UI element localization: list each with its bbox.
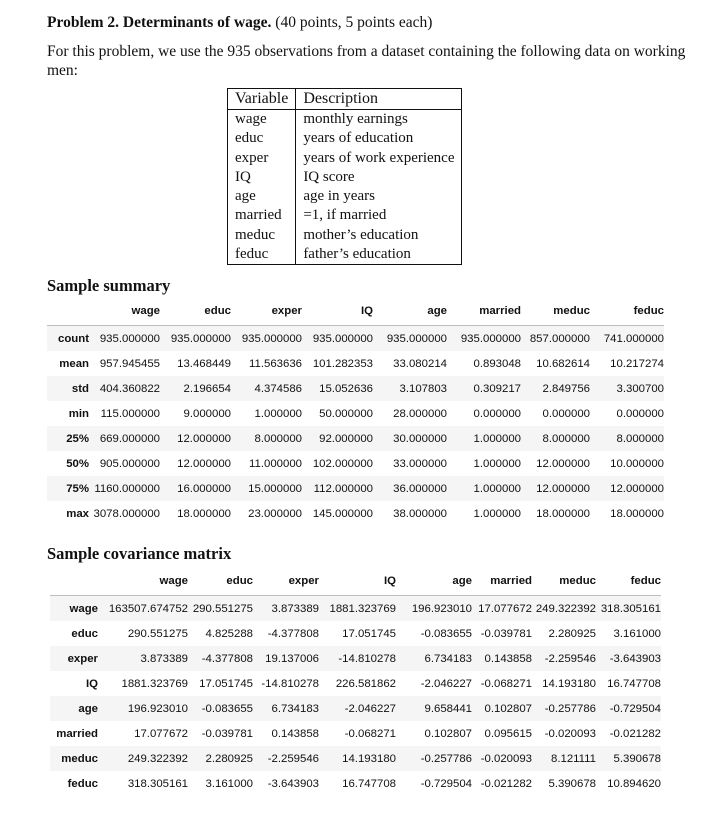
row-label: married — [56, 727, 98, 740]
table-cell: -0.068271 — [344, 727, 396, 740]
row-label: meduc — [61, 752, 98, 765]
table-row — [47, 476, 664, 501]
variable-name: married — [228, 206, 296, 225]
row-label: feduc — [67, 777, 98, 790]
row-label: exper — [67, 652, 98, 665]
problem-heading — [47, 14, 432, 32]
covariance-header-row — [50, 567, 661, 596]
table-cell: 1881.323769 — [329, 602, 396, 615]
variable-name: feduc — [228, 245, 296, 265]
table-cell: 8.121111 — [551, 752, 596, 765]
problem-title: Problem 2. Determinants of wage. — [47, 14, 272, 31]
table-cell: -0.068271 — [480, 677, 532, 690]
column-header: educ — [160, 297, 231, 326]
variable-row — [228, 245, 462, 265]
table-row — [47, 426, 664, 451]
variable-description: years of education — [303, 130, 414, 147]
table-cell: 19.137006 — [265, 652, 319, 665]
variable-description: =1, if married — [303, 207, 387, 224]
table-cell: 11.000000 — [249, 457, 302, 470]
table-cell: 290.551275 — [192, 602, 253, 615]
variable-name: educ — [228, 129, 296, 148]
table-cell: 38.000000 — [393, 507, 447, 520]
table-cell: 6.734183 — [271, 702, 319, 715]
table-cell: 9.000000 — [183, 407, 231, 420]
table-cell: 15.052636 — [319, 382, 373, 395]
table-cell: 10.217274 — [610, 357, 664, 370]
variable-description: age in years — [303, 188, 375, 205]
row-label: wage — [69, 602, 98, 615]
table-cell: 2.280925 — [205, 752, 253, 765]
table-cell: 3.107803 — [399, 382, 447, 395]
table-row — [50, 646, 661, 671]
table-cell: -0.039781 — [480, 627, 532, 640]
table-cell: 14.193180 — [342, 752, 396, 765]
table-cell: -0.039781 — [201, 727, 253, 740]
table-cell: 4.374586 — [254, 382, 302, 395]
table-cell: 30.000000 — [393, 432, 447, 445]
table-cell: 10.894620 — [607, 777, 661, 790]
variable-description: father’s education — [303, 246, 411, 263]
variable-row — [228, 110, 462, 130]
table-cell: 2.849756 — [542, 382, 590, 395]
table-cell: 8.000000 — [542, 432, 590, 445]
table-cell: 196.923010 — [411, 602, 472, 615]
table-cell: 249.322392 — [535, 602, 596, 615]
variable-row — [228, 206, 462, 225]
table-cell: 112.000000 — [313, 482, 373, 495]
table-cell: 10.000000 — [610, 457, 664, 470]
table-cell: 3.161000 — [205, 777, 253, 790]
table-cell: 50.000000 — [319, 407, 373, 420]
problem-points: (40 points, 5 points each) — [275, 14, 433, 31]
table-cell: 249.322392 — [127, 752, 188, 765]
row-label: max — [66, 507, 89, 520]
table-cell: 669.000000 — [99, 432, 160, 445]
table-cell: 12.000000 — [536, 482, 590, 495]
table-row — [47, 501, 664, 526]
variable-description: monthly earnings — [303, 111, 408, 127]
table-cell: 101.282353 — [312, 357, 373, 370]
index-header — [50, 567, 98, 596]
table-cell: 3.161000 — [613, 627, 661, 640]
table-cell: 15.000000 — [248, 482, 302, 495]
table-cell: 92.000000 — [319, 432, 373, 445]
row-label: 75% — [66, 482, 89, 495]
variable-row — [228, 226, 462, 245]
table-cell: -0.021282 — [480, 777, 532, 790]
table-cell: -0.083655 — [420, 627, 472, 640]
variable-name: exper — [228, 149, 296, 168]
table-cell: 4.825288 — [205, 627, 253, 640]
table-row — [47, 451, 664, 476]
row-label: count — [57, 332, 89, 345]
column-header: age — [396, 567, 472, 596]
table-cell: 115.000000 — [100, 407, 160, 420]
column-header: meduc — [521, 297, 590, 326]
table-cell: -3.643903 — [267, 777, 319, 790]
table-cell: 36.000000 — [393, 482, 447, 495]
table-cell: 11.563636 — [249, 357, 302, 370]
table-cell: 18.000000 — [536, 507, 590, 520]
table-cell: -2.259546 — [267, 752, 319, 765]
table-cell: 1160.000000 — [94, 482, 160, 495]
table-cell: 1.000000 — [254, 407, 302, 420]
table-cell: 0.000000 — [542, 407, 590, 420]
table-cell: -0.729504 — [420, 777, 472, 790]
row-label: educ — [71, 627, 98, 640]
column-header: age — [373, 297, 447, 326]
variable-table-header-row — [228, 89, 462, 110]
table-cell: 957.945455 — [99, 357, 160, 370]
intro-paragraph: For this problem, we use the 935 observations from a dataset containing the following data on working men: — [47, 43, 686, 79]
table-cell: 935.000000 — [99, 332, 160, 345]
table-cell: 3.873389 — [271, 602, 319, 615]
table-cell: 3078.000000 — [93, 507, 160, 520]
variable-name: wage — [228, 110, 296, 130]
table-cell: 163507.674752 — [108, 602, 188, 615]
table-cell: 226.581862 — [335, 677, 396, 690]
table-cell: 404.360822 — [99, 382, 160, 395]
table-cell: 18.000000 — [610, 507, 664, 520]
column-header: meduc — [532, 567, 596, 596]
table-cell: 12.000000 — [177, 432, 231, 445]
column-header: feduc — [596, 567, 661, 596]
variable-row — [228, 168, 462, 187]
table-cell: 1881.323769 — [121, 677, 188, 690]
index-header — [47, 297, 89, 326]
variable-name: meduc — [228, 226, 296, 245]
table-cell: 12.000000 — [177, 457, 231, 470]
column-header: wage — [89, 297, 160, 326]
table-cell: -0.083655 — [201, 702, 253, 715]
table-cell: 0.143858 — [484, 652, 532, 665]
table-cell: -3.643903 — [609, 652, 661, 665]
table-cell: 935.000000 — [170, 332, 231, 345]
table-cell: 0.309217 — [473, 382, 521, 395]
table-cell: 0.143858 — [271, 727, 319, 740]
variable-description: years of work experience — [303, 149, 455, 166]
table-cell: 0.102807 — [484, 702, 532, 715]
row-label: min — [68, 407, 89, 420]
table-row — [47, 401, 664, 426]
row-label: age — [78, 702, 98, 715]
table-cell: -0.020093 — [544, 727, 596, 740]
table-row — [50, 596, 661, 622]
table-cell: 10.682614 — [536, 357, 590, 370]
table-row — [50, 721, 661, 746]
table-cell: 0.102807 — [424, 727, 472, 740]
table-cell: 16.000000 — [177, 482, 231, 495]
table-cell: 145.000000 — [312, 507, 373, 520]
table-row — [50, 671, 661, 696]
row-label: mean — [59, 357, 89, 370]
column-header: IQ — [319, 567, 396, 596]
table-cell: 102.000000 — [312, 457, 373, 470]
description-header: Description — [296, 89, 462, 110]
table-cell: 935.000000 — [241, 332, 302, 345]
variable-description-table — [227, 88, 462, 265]
table-cell: 14.193180 — [542, 677, 596, 690]
table-cell: 318.305161 — [127, 777, 188, 790]
table-cell: 290.551275 — [127, 627, 188, 640]
table-cell: 935.000000 — [386, 332, 447, 345]
table-cell: -0.021282 — [609, 727, 661, 740]
table-cell: -0.020093 — [480, 752, 532, 765]
row-label: std — [71, 382, 89, 395]
table-cell: 1.000000 — [473, 507, 521, 520]
table-cell: 13.468449 — [177, 357, 231, 370]
covariance-table — [50, 567, 661, 796]
table-cell: 935.000000 — [460, 332, 521, 345]
table-cell: -4.377808 — [267, 627, 319, 640]
table-cell: 857.000000 — [529, 332, 590, 345]
table-cell: 9.658441 — [424, 702, 472, 715]
table-row — [50, 621, 661, 646]
table-cell: 5.390678 — [613, 752, 661, 765]
row-label: 50% — [66, 457, 89, 470]
table-row — [47, 376, 664, 401]
table-cell: 1.000000 — [473, 482, 521, 495]
variable-header: Variable — [228, 89, 296, 110]
table-cell: 8.000000 — [616, 432, 664, 445]
summary-table — [47, 297, 664, 526]
table-cell: 1.000000 — [473, 432, 521, 445]
table-cell: -14.810278 — [261, 677, 319, 690]
table-cell: 1.000000 — [473, 457, 521, 470]
table-cell: 12.000000 — [610, 482, 664, 495]
variable-row — [228, 187, 462, 206]
row-label: IQ — [85, 677, 98, 690]
row-label: 25% — [66, 432, 89, 445]
variable-name: age — [228, 187, 296, 206]
column-header: married — [472, 567, 532, 596]
table-cell: -0.729504 — [609, 702, 661, 715]
variable-row — [228, 149, 462, 168]
table-cell: 741.000000 — [603, 332, 664, 345]
table-cell: 0.000000 — [616, 407, 664, 420]
table-cell: 17.051745 — [199, 677, 253, 690]
table-cell: 0.000000 — [473, 407, 521, 420]
table-cell: 6.734183 — [424, 652, 472, 665]
table-cell: -4.377808 — [201, 652, 253, 665]
table-cell: -14.810278 — [338, 652, 396, 665]
table-cell: -0.257786 — [420, 752, 472, 765]
table-cell: 12.000000 — [536, 457, 590, 470]
table-cell: 935.000000 — [312, 332, 373, 345]
table-cell: 3.300700 — [616, 382, 664, 395]
table-cell: 17.051745 — [342, 627, 396, 640]
table-cell: 18.000000 — [177, 507, 231, 520]
table-cell: 905.000000 — [99, 457, 160, 470]
column-header: married — [447, 297, 521, 326]
table-cell: 28.000000 — [393, 407, 447, 420]
table-cell: 2.280925 — [548, 627, 596, 640]
summary-header-row — [47, 297, 664, 326]
table-row — [50, 696, 661, 721]
column-header: exper — [253, 567, 319, 596]
table-cell: 318.305161 — [600, 602, 661, 615]
table-cell: 196.923010 — [127, 702, 188, 715]
table-cell: -2.046227 — [420, 677, 472, 690]
table-cell: 3.873389 — [140, 652, 188, 665]
table-cell: 33.080214 — [393, 357, 447, 370]
table-cell: -0.257786 — [544, 702, 596, 715]
variable-description: IQ score — [303, 168, 355, 185]
table-cell: -2.259546 — [544, 652, 596, 665]
table-cell: 23.000000 — [248, 507, 302, 520]
table-cell: 8.000000 — [254, 432, 302, 445]
column-header: feduc — [590, 297, 664, 326]
summary-title: Sample summary — [47, 276, 171, 295]
table-cell: -2.046227 — [344, 702, 396, 715]
table-cell: 0.893048 — [473, 357, 521, 370]
column-header: educ — [188, 567, 253, 596]
table-cell: 17.077672 — [478, 602, 532, 615]
table-row — [47, 351, 664, 376]
variable-description: mother’s education — [303, 226, 419, 243]
table-row — [47, 326, 664, 352]
column-header: exper — [231, 297, 302, 326]
table-cell: 16.747708 — [342, 777, 396, 790]
column-header: wage — [98, 567, 188, 596]
table-cell: 17.077672 — [134, 727, 188, 740]
table-cell: 33.000000 — [393, 457, 447, 470]
column-header: IQ — [302, 297, 373, 326]
table-cell: 2.196654 — [183, 382, 231, 395]
table-row — [50, 746, 661, 771]
table-cell: 0.095615 — [484, 727, 532, 740]
table-cell: 16.747708 — [607, 677, 661, 690]
covariance-title: Sample covariance matrix — [47, 544, 232, 563]
variable-row — [228, 129, 462, 148]
table-row — [50, 771, 661, 796]
variable-name: IQ — [228, 168, 296, 187]
table-cell: 5.390678 — [548, 777, 596, 790]
